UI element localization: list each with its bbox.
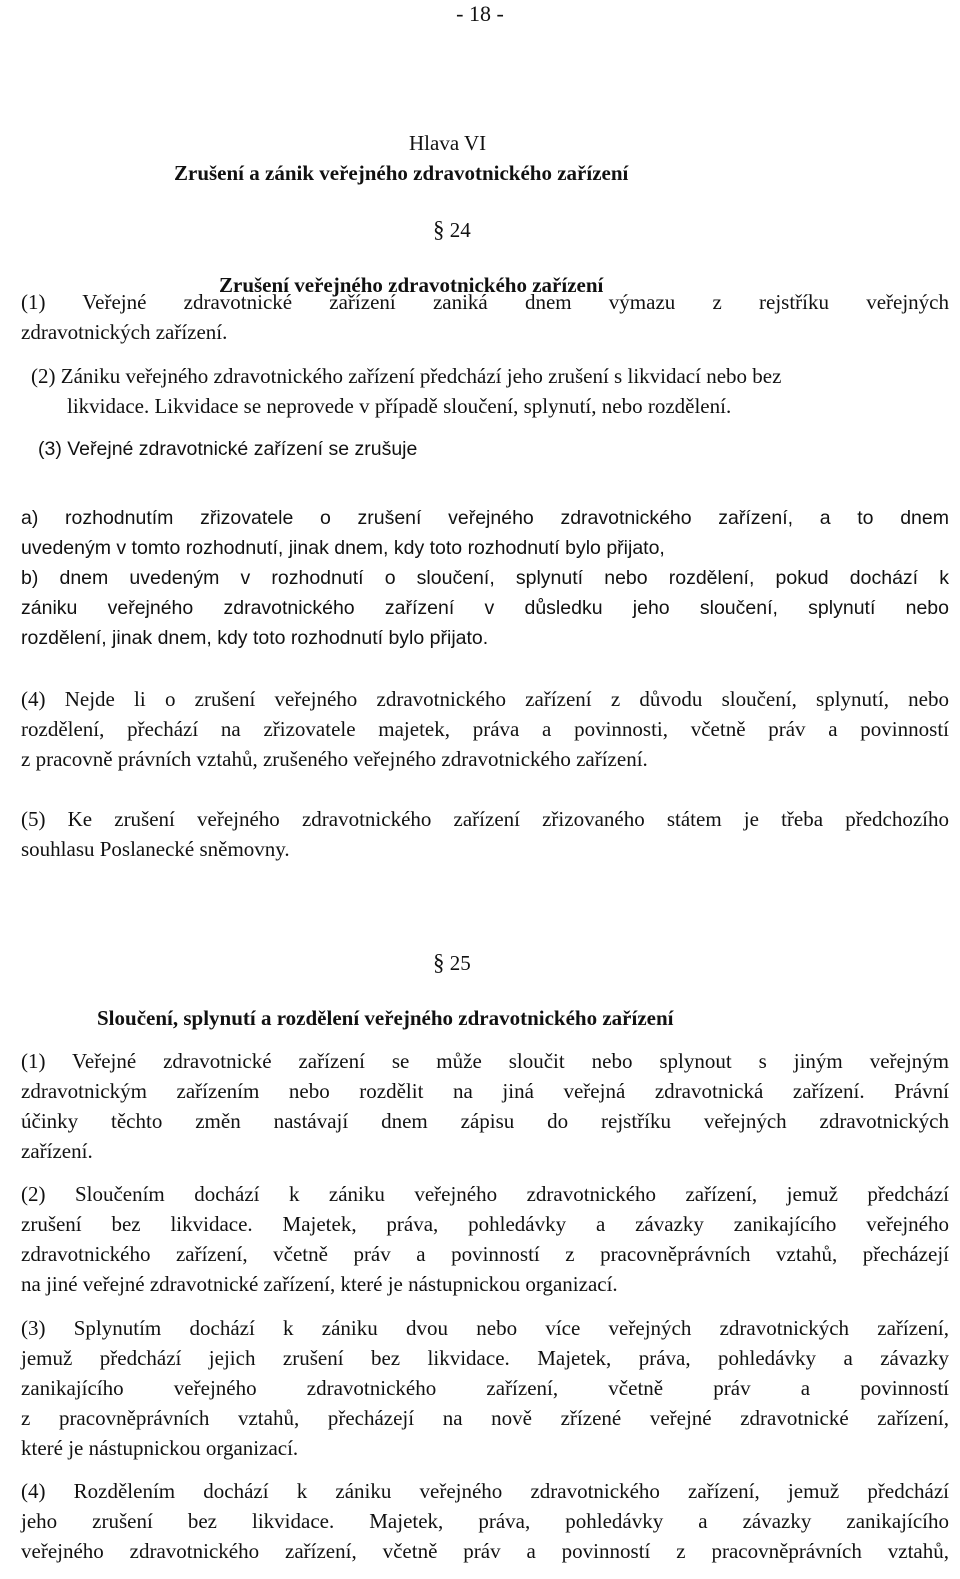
page-number: - 18 - [456,1,504,26]
s24-para5-line1: (5) Ke zrušení veřejného zdravotnického zařízení zřizovaného státem je třeba předchozího [21,807,949,831]
s25-para2-line3: zdravotnického zařízení, včetně práv a povinností z pracovněprávních vztahů, přecházejí [21,1242,949,1266]
s25-para1-line2: zdravotnickým zařízením nebo rozdělit na jiná veřejná zdravotnická zařízení. Právní [21,1079,949,1103]
s25-para3-line4: z pracovněprávních vztahů, přecházejí na nově zřízené veřejné zdravotnické zařízení, [21,1406,949,1430]
section-number: 24 [449,218,471,242]
s25-para1-line3: účinky těchto změn nastávají dnem zápisu do rejstříku veřejných zdravotnických [21,1109,949,1133]
s24-para1-line1: (1) Veřejné zdravotnické zařízení zaniká dnem výmazu z rejstříku veřejných [21,290,949,314]
s25-para2-line2: zrušení bez likvidace. Majetek, práva, pohledávky a závazky zanikajícího veřejného [21,1212,949,1236]
s25-para3-line3: zanikajícího veřejného zdravotnického zařízení, včetně práv a povinností [21,1376,949,1400]
section-25-heading: Sloučení, splynutí a rozdělení veřejného zdravotnického zařízení [97,1006,674,1030]
s24-para5-line2: souhlasu Poslanecké sněmovny. [21,837,290,861]
s25-para4-line3: veřejného zdravotnického zařízení, včetně práv a povinností z pracovněprávních vztahů, [21,1539,949,1563]
s24-para4-line3: z pracovně právních vztahů, zrušeného veřejného zdravotnického zařízení. [21,747,648,771]
s25-para3-line5: které je nástupnickou organizací. [21,1436,299,1460]
s24-para3-a-line2: uvedeným v tomto rozhodnutí, jinak dnem, kdy toto rozhodnutí bylo přijato, [21,537,665,559]
s25-para2-line1: (2) Sloučením dochází k zániku veřejného zdravotnického zařízení, jemuž předchází [21,1182,949,1206]
s25-para1-line4: zařízení. [21,1139,93,1163]
section-25-number [433,951,471,974]
s24-para1-line2: zdravotnických zařízení. [21,320,228,344]
s24-para3-b-line2: zániku veřejného zdravotnického zařízení v důsledku jeho sloučení, splynutí nebo [21,597,949,619]
chapter-subtitle: Zrušení a zánik veřejného zdravotnického zařízení [174,161,629,185]
s24-para4-line2: rozdělení, přechází na zřizovatele majetek, práva a povinnosti, včetně práv a povinností [21,717,949,741]
s24-para4-line1: (4) Nejde li o zrušení veřejného zdravotnického zařízení z důvodu sloučení, splynutí, nebo [21,687,949,711]
s25-para3-line1: (3) Splynutím dochází k zániku dvou nebo více veřejných zdravotnických zařízení, [21,1316,949,1340]
s24-para3-intro: (3) Veřejné zdravotnické zařízení se zrušuje [38,438,418,460]
section-sign-icon: § [433,217,445,242]
s25-para4-line2: jeho zrušení bez likvidace. Majetek, práva, pohledávky a závazky zanikajícího [21,1509,949,1533]
section-24-heading: Zrušení veřejného zdravotnického zařízení [219,273,604,297]
s25-para2-line4: na jiné veřejné zdravotnické zařízení, které je nástupnickou organizací. [21,1272,618,1296]
s25-para1-line1: (1) Veřejné zdravotnické zařízení se může sloučit nebo splynout s jiným veřejným [21,1049,949,1073]
s24-para2-line1: (2) Zániku veřejného zdravotnického zařízení předchází jeho zrušení s likvidací nebo bez [31,364,782,388]
section-number: 25 [449,951,471,975]
section-sign-icon: § [433,950,445,975]
s24-para3-b-line1: b) dnem uvedeným v rozhodnutí o sloučení, splynutí nebo rozdělení, pokud dochází k [21,567,949,589]
chapter-title: Hlava VI [409,131,487,155]
s25-para3-line2: jemuž předchází jejich zrušení bez likvidace. Majetek, práva, pohledávky a závazky [21,1346,949,1370]
s24-para3-a-line1: a) rozhodnutím zřizovatele o zrušení veřejného zdravotnického zařízení, a to dnem [21,507,949,529]
section-24-number [433,218,471,241]
s24-para3-b-line3: rozdělení, jinak dnem, kdy toto rozhodnutí bylo přijato. [21,627,489,649]
s24-para2-line2: likvidace. Likvidace se neprovede v případě sloučení, splynutí, nebo rozdělení. [67,394,732,418]
s25-para4-line1: (4) Rozdělením dochází k zániku veřejného zdravotnického zařízení, jemuž předchází [21,1479,949,1503]
